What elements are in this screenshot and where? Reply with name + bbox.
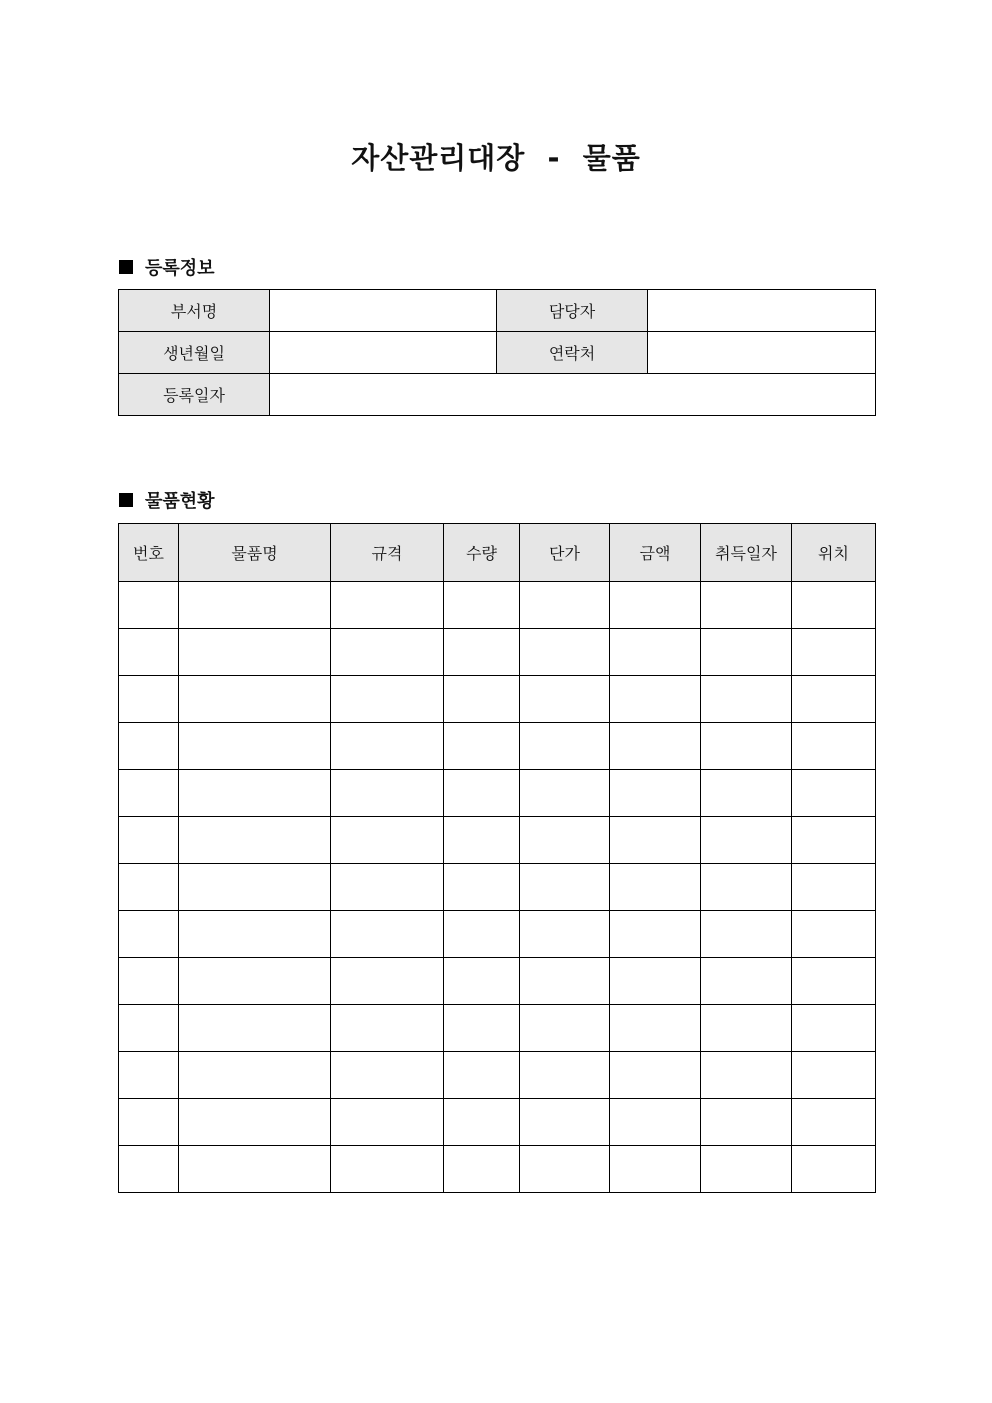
table-cell[interactable] [610,1146,701,1193]
table-cell[interactable] [331,817,444,864]
reg-date-label: 등록일자 [119,374,270,416]
table-cell[interactable] [610,911,701,958]
table-cell[interactable] [444,958,520,1005]
table-row [119,1052,876,1099]
square-bullet-icon [119,493,133,507]
table-row [119,723,876,770]
table-cell[interactable] [444,1146,520,1193]
table-cell[interactable] [331,629,444,676]
manager-label: 담당자 [497,290,648,332]
table-cell[interactable] [701,958,792,1005]
table-cell[interactable] [701,1146,792,1193]
table-cell[interactable] [610,1005,701,1052]
table-cell[interactable] [701,864,792,911]
table-cell[interactable] [701,1099,792,1146]
table-cell[interactable] [119,1005,179,1052]
items-table-body [119,582,876,1193]
contact-label: 연락처 [497,332,648,374]
table-cell[interactable] [520,1052,610,1099]
table-row [119,817,876,864]
table-cell[interactable] [179,1099,331,1146]
column-header-number: 번호 [119,524,179,582]
table-cell[interactable] [331,770,444,817]
table-cell[interactable] [444,723,520,770]
table-cell[interactable] [331,958,444,1005]
table-cell[interactable] [792,1005,876,1052]
table-cell[interactable] [179,723,331,770]
column-header-amount: 금액 [610,524,701,582]
table-row [119,332,876,374]
table-cell[interactable] [119,676,179,723]
table-cell[interactable] [520,582,610,629]
table-cell[interactable] [119,864,179,911]
table-cell[interactable] [119,770,179,817]
column-header-acquisition-date: 취득일자 [701,524,792,582]
manager-field[interactable] [648,290,876,332]
reg-date-field[interactable] [270,374,876,416]
table-cell[interactable] [119,629,179,676]
table-cell[interactable] [701,1005,792,1052]
table-cell[interactable] [331,911,444,958]
birthdate-label: 생년월일 [119,332,270,374]
table-cell[interactable] [520,723,610,770]
table-cell[interactable] [179,958,331,1005]
table-cell[interactable] [520,958,610,1005]
column-header-item-name: 물품명 [179,524,331,582]
table-cell[interactable] [792,676,876,723]
table-row [119,1099,876,1146]
table-cell[interactable] [331,723,444,770]
table-cell[interactable] [179,1146,331,1193]
table-row [119,290,876,332]
table-cell[interactable] [520,1005,610,1052]
table-cell[interactable] [792,770,876,817]
table-cell[interactable] [444,864,520,911]
table-cell[interactable] [331,582,444,629]
table-cell[interactable] [444,1005,520,1052]
table-cell[interactable] [610,676,701,723]
contact-field[interactable] [648,332,876,374]
table-cell[interactable] [792,1146,876,1193]
column-header-spec: 규격 [331,524,444,582]
table-cell[interactable] [792,864,876,911]
registration-info-table [118,289,876,416]
table-cell[interactable] [610,817,701,864]
table-cell[interactable] [701,582,792,629]
table-cell[interactable] [119,1099,179,1146]
table-cell[interactable] [792,911,876,958]
table-cell[interactable] [331,1052,444,1099]
table-cell[interactable] [610,1052,701,1099]
department-label: 부서명 [119,290,270,332]
table-row [119,676,876,723]
table-cell[interactable] [179,1052,331,1099]
table-row [119,770,876,817]
table-row [119,582,876,629]
table-cell[interactable] [444,911,520,958]
page-title: 자산관리대장 - 물품 [351,141,641,175]
table-cell[interactable] [520,1099,610,1146]
table-row [119,1005,876,1052]
table-row [119,864,876,911]
table-cell[interactable] [119,911,179,958]
table-cell[interactable] [701,817,792,864]
table-cell[interactable] [444,582,520,629]
column-header-unit-price: 단가 [520,524,610,582]
table-cell[interactable] [119,723,179,770]
table-cell[interactable] [520,911,610,958]
department-field[interactable] [270,290,497,332]
table-cell[interactable] [520,817,610,864]
table-row [119,911,876,958]
table-row [119,629,876,676]
table-cell[interactable] [179,676,331,723]
table-cell[interactable] [444,676,520,723]
table-header-row [119,524,876,582]
table-cell[interactable] [331,1099,444,1146]
registration-section-heading [119,254,215,280]
table-cell[interactable] [444,629,520,676]
column-header-location: 위치 [792,524,876,582]
table-cell[interactable] [792,958,876,1005]
table-cell[interactable] [119,1146,179,1193]
table-cell[interactable] [792,817,876,864]
table-cell[interactable] [179,911,331,958]
column-header-quantity: 수량 [444,524,520,582]
table-cell[interactable] [444,1099,520,1146]
table-cell[interactable] [792,582,876,629]
table-cell[interactable] [179,582,331,629]
table-cell[interactable] [444,770,520,817]
table-cell[interactable] [179,1005,331,1052]
square-bullet-icon [119,260,133,274]
table-cell[interactable] [179,817,331,864]
table-cell[interactable] [792,629,876,676]
table-cell[interactable] [701,911,792,958]
table-row [119,374,876,416]
table-cell[interactable] [179,770,331,817]
table-cell[interactable] [610,770,701,817]
table-cell[interactable] [520,770,610,817]
registration-heading-text: 등록정보 [145,258,215,279]
table-cell[interactable] [119,958,179,1005]
table-row [119,1146,876,1193]
table-cell[interactable] [701,676,792,723]
table-cell[interactable] [119,817,179,864]
table-cell[interactable] [792,1052,876,1099]
table-cell[interactable] [179,629,331,676]
table-cell[interactable] [331,1005,444,1052]
table-cell[interactable] [119,582,179,629]
table-cell[interactable] [520,864,610,911]
table-cell[interactable] [331,864,444,911]
table-cell[interactable] [520,1146,610,1193]
items-heading-text: 물품현황 [145,491,215,512]
table-cell[interactable] [610,864,701,911]
table-cell[interactable] [119,1052,179,1099]
items-status-table [118,523,876,1193]
table-cell[interactable] [520,629,610,676]
table-cell[interactable] [444,817,520,864]
table-cell[interactable] [610,629,701,676]
table-cell[interactable] [610,582,701,629]
table-cell[interactable] [701,770,792,817]
table-cell[interactable] [444,1052,520,1099]
table-cell[interactable] [610,958,701,1005]
items-section-heading [119,487,215,513]
table-cell[interactable] [610,1099,701,1146]
table-cell[interactable] [179,864,331,911]
birthdate-field[interactable] [270,332,497,374]
table-cell[interactable] [331,1146,444,1193]
table-cell[interactable] [701,1052,792,1099]
table-cell[interactable] [701,629,792,676]
table-row [119,958,876,1005]
table-cell[interactable] [331,676,444,723]
table-cell[interactable] [701,723,792,770]
table-cell[interactable] [610,723,701,770]
table-cell[interactable] [792,1099,876,1146]
table-cell[interactable] [520,676,610,723]
table-cell[interactable] [792,723,876,770]
